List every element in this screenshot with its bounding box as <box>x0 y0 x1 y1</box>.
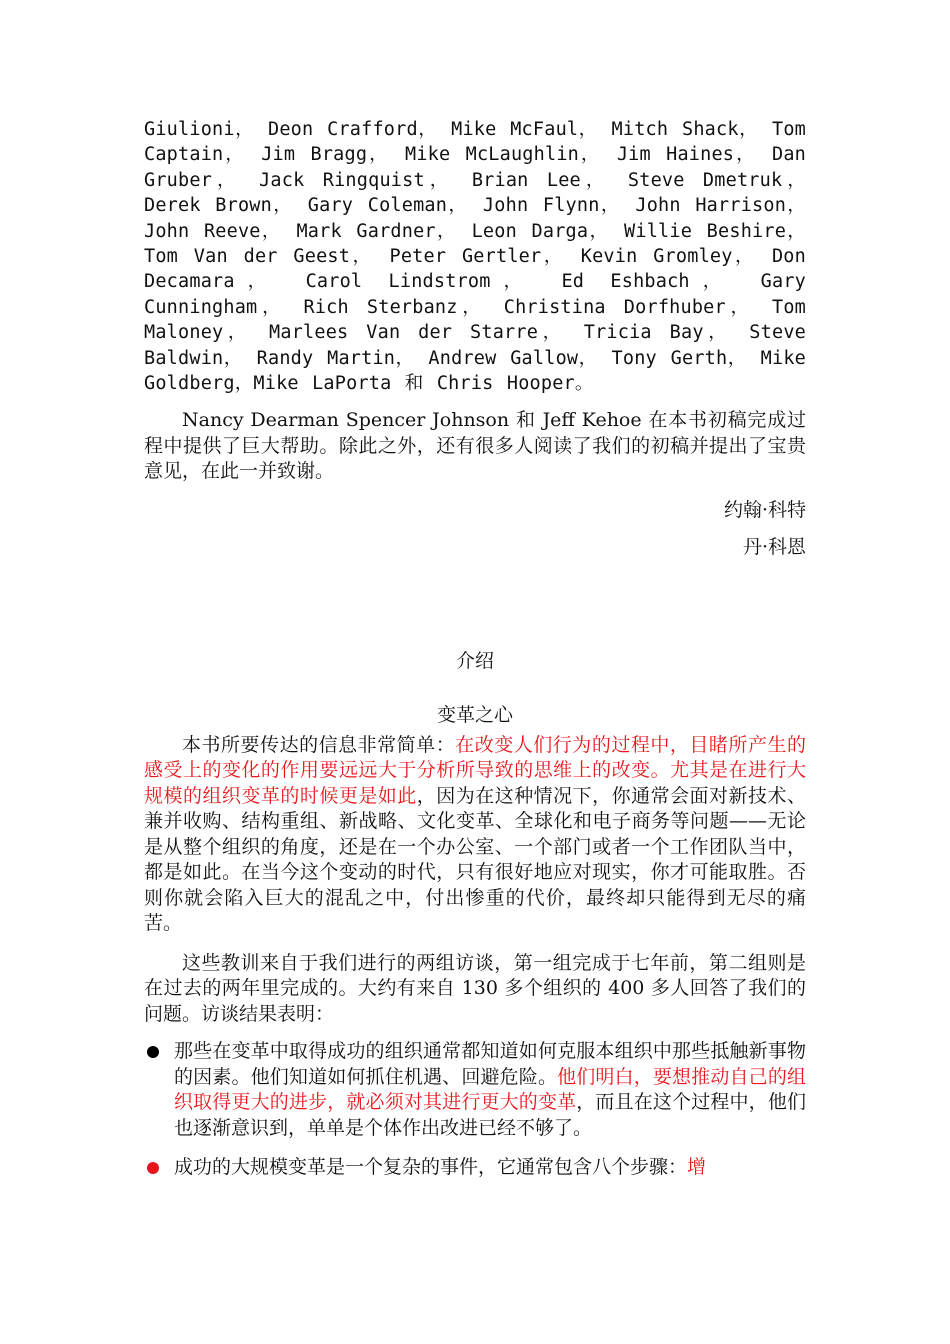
list-item <box>144 1155 806 1181</box>
acknowledgment-thanks: Nancy Dearman Spencer Johnson 和 Jeff Kehoe 在本书初稿完成过程中提供了巨大帮助。除此之外，还有很多人阅读了我们的初稿并提出了宝贵意见，在此一并致谢。 <box>144 409 806 483</box>
bullet-dot-icon <box>147 1162 159 1174</box>
section-title: 变革之心 <box>436 703 513 726</box>
signature-kotter: 约翰·科特 <box>723 498 806 521</box>
bullet-dot-icon <box>147 1046 159 1058</box>
bullet1-start: 那些在变革中取得成功的组织通常都知道如何克服本组织中那些抵触新事物的因素。他们知道如何抓住机遇、回避危险。 <box>174 1040 806 1088</box>
bullet2-start: 成功的大规模变革是一个复杂的事件，它通常包含八个步骤： <box>174 1156 688 1179</box>
intro-paragraph-1 <box>144 733 806 937</box>
bullet1-end: ，而且在这个过程中，他们也逐渐意识到，单单是个体作出改进已经不够了。 <box>174 1091 806 1139</box>
intro-p1-highlight: 在改变人们行为的过程中，目睹所产生的感受上的变化的作用要远远大于分析所导致的思维上的改变。尤其是在进行大规模的组织变革的时候更是如此 <box>144 733 806 807</box>
bullet2-highlight: 增 <box>687 1156 707 1179</box>
chapter-title: 介绍 <box>455 649 494 672</box>
intro-p1-start: 本书所要传达的信息非常简单： <box>182 733 456 756</box>
signature-cohen: 丹·科恩 <box>742 536 806 559</box>
intro-p1-end: ，因为在这种情况下，你通常会面对新技术、兼并收购、结构重组、新战略、文化变革、全球化和电子商务等问题——无论是从整个组织的角度，还是在一个办公室、一个部门或者一个工作团队当中，都是如此。在当今这个变动的时代，只有很好地应对现实，你才可能取胜。否则你就会陷入巨大的混乱之中，付出惨重的代价，最终却只能得到无尽的痛苦。 <box>144 784 806 935</box>
bullet1-highlight: 他们明白，要想推动自己的组织取得更大的进步，就必须对其进行更大的变革 <box>174 1065 806 1114</box>
document-page <box>144 117 806 1195</box>
list-item <box>144 1039 806 1141</box>
findings-list <box>144 1039 806 1181</box>
acknowledgment-names: Giulioni， Deon Crafford， Mike McFaul， Mitch Shack， Tom Captain， Jim Bragg， Mike McLaughlin， Jim Haines， Dan Gruber， Jack Ringquist， Brian Lee， Steve Dmetruk， Derek Brown， Gary Coleman， John Flynn， John Harrison， John Reeve， Mark Gardner， Leon Darga， Willie Beshire， Tom Van der Geest， Peter Gertler， Kevin Gromley， Don Decamara， Carol Lindstrom， Ed Eshbach， Gary Cunningham， Rich Sterbanz， Christina Dorfhuber， Tom Maloney， Marlees Van der Starre， Tricia Bay， Steve Baldwin， Randy Martin， Andrew Gallow， Tony Gerth， Mike Goldberg，Mike LaPorta 和 Chris Hooper。 <box>144 119 806 395</box>
intro-paragraph-2: 这些教训来自于我们进行的两组访谈，第一组完成于七年前，第二组则是在过去的两年里完成的。大约有来自 130 多个组织的 400 多人回答了我们的问题。访谈结果表明： <box>144 951 806 1025</box>
